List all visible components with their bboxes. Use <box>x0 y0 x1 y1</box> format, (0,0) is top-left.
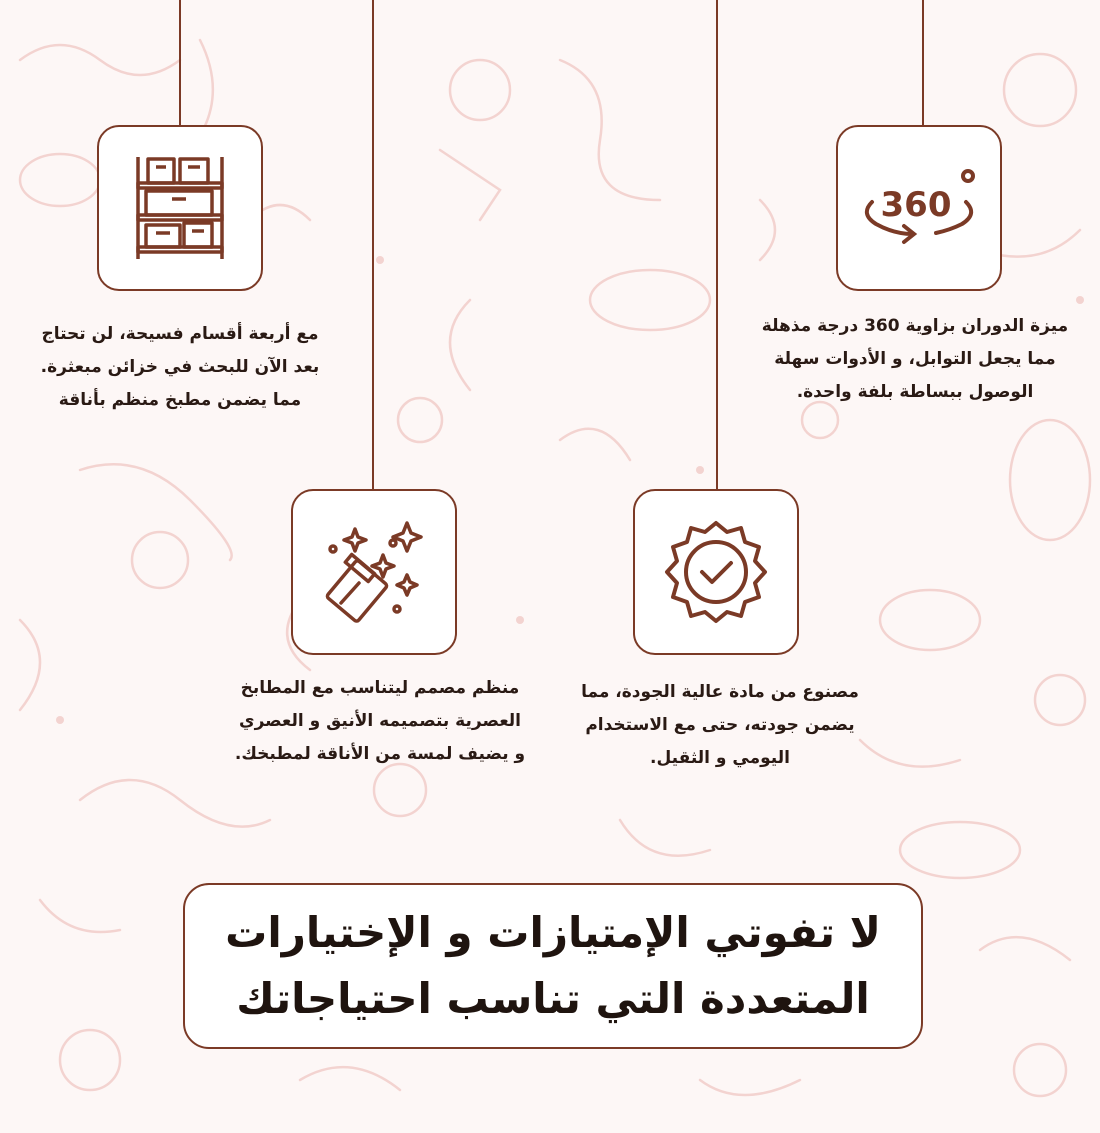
description-line: مصنوع من مادة عالية الجودة، مما <box>581 682 859 702</box>
quality-badge-icon <box>661 517 771 627</box>
rotate-360-icon <box>854 158 984 258</box>
description-line: يضمن جودته، حتى مع الاستخدام <box>585 715 855 735</box>
design-description <box>205 672 555 771</box>
hanging-string <box>716 0 718 490</box>
description-line: منظم مصمم ليتناسب مع المطابخ <box>240 678 520 698</box>
description-line: و يضيف لمسة من الأناقة لمطبخك. <box>234 744 526 764</box>
rotate-360-label: 360 <box>880 185 952 225</box>
design-feature-card <box>291 489 457 655</box>
shelves-description <box>10 318 350 417</box>
sparkle-jar-icon <box>319 517 429 627</box>
banner-line-1: لا تفوتي الإمتيازات و الإختيارات <box>225 908 881 957</box>
description-line: العصرية بتصميمه الأنيق و العصري <box>238 711 522 731</box>
description-line: مما يضمن مطبخ منظم بأناقة <box>58 390 302 410</box>
description-line: الوصول ببساطة بلفة واحدة. <box>796 382 1034 402</box>
shelves-feature-card <box>97 125 263 291</box>
rotation-description <box>740 310 1090 409</box>
banner-line-2: المتعددة التي تناسب احتياجاتك <box>236 974 870 1023</box>
headline-banner <box>183 883 923 1049</box>
hanging-string <box>179 0 181 127</box>
rotation-feature-card <box>836 125 1002 291</box>
quality-feature-card <box>633 489 799 655</box>
hanging-string <box>922 0 924 127</box>
description-line: مما يجعل التوابل، و الأدوات سهلة <box>774 349 1056 369</box>
description-line: مع أربعة أقسام فسيحة، لن تحتاج <box>41 324 319 344</box>
shelves-icon <box>130 153 230 263</box>
description-line: بعد الآن للبحث في خزائن مبعثرة. <box>40 357 320 377</box>
description-line: ميزة الدوران بزاوية 360 درجة مذهلة <box>761 316 1069 336</box>
quality-description <box>545 676 895 775</box>
description-line: اليومي و الثقيل. <box>650 748 790 768</box>
hanging-string <box>372 0 374 490</box>
